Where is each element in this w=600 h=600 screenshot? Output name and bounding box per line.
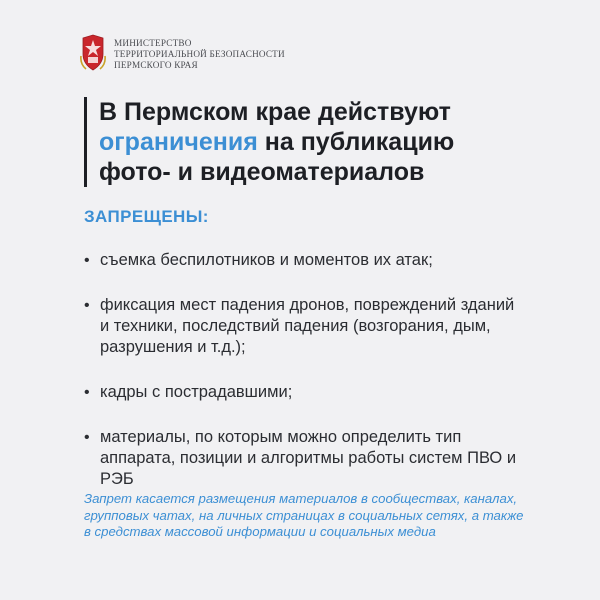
title-line-2-rest: на публикацию <box>257 128 455 156</box>
ministry-header <box>80 34 285 74</box>
page-title <box>84 97 519 187</box>
list-item <box>84 382 524 403</box>
ministry-line-1: МИНИСТЕРСТВО <box>114 38 192 48</box>
list-item-text: материалы, по которым можно определить тип аппарата, позиции и алгоритмы работы систем ПВО и РЭБ <box>100 428 517 488</box>
list-item-text: съемка беспилотников и моментов их атак; <box>100 251 433 269</box>
ministry-line-3: ПЕРМСКОГО КРАЯ <box>114 60 198 70</box>
ministry-name <box>114 34 285 71</box>
bullet-icon: • <box>84 252 90 269</box>
coat-of-arms-emblem-icon <box>80 34 106 74</box>
list-item <box>84 427 524 490</box>
list-item <box>84 295 524 358</box>
footnote: Запрет касается размещения материалов в сообществах, каналах, групповых чатах, на личных страницах в социальных сетях, а также в средствах массовой информации и социальных медиа <box>84 491 524 539</box>
list-item <box>84 250 524 271</box>
title-line-1: В Пермском крае действуют <box>99 98 451 126</box>
title-line-2 <box>99 127 519 157</box>
bullet-icon: • <box>84 384 90 401</box>
section-heading: ЗАПРЕЩЕНЫ: <box>84 207 209 226</box>
title-accent-word: ограничения <box>99 128 258 156</box>
bullet-icon: • <box>84 297 90 314</box>
title-line-3: фото- и видеоматериалов <box>99 158 425 186</box>
list-item-text: кадры с пострадавшими; <box>100 383 293 401</box>
prohibited-list <box>84 250 524 514</box>
bullet-icon: • <box>84 429 90 446</box>
ministry-line-2: ТЕРРИТОРИАЛЬНОЙ БЕЗОПАСНОСТИ <box>114 49 285 59</box>
list-item-text: фиксация мест падения дронов, повреждений зданий и техники, последствий падения (возгорания, дым, разрушения и т.д.); <box>100 296 515 356</box>
